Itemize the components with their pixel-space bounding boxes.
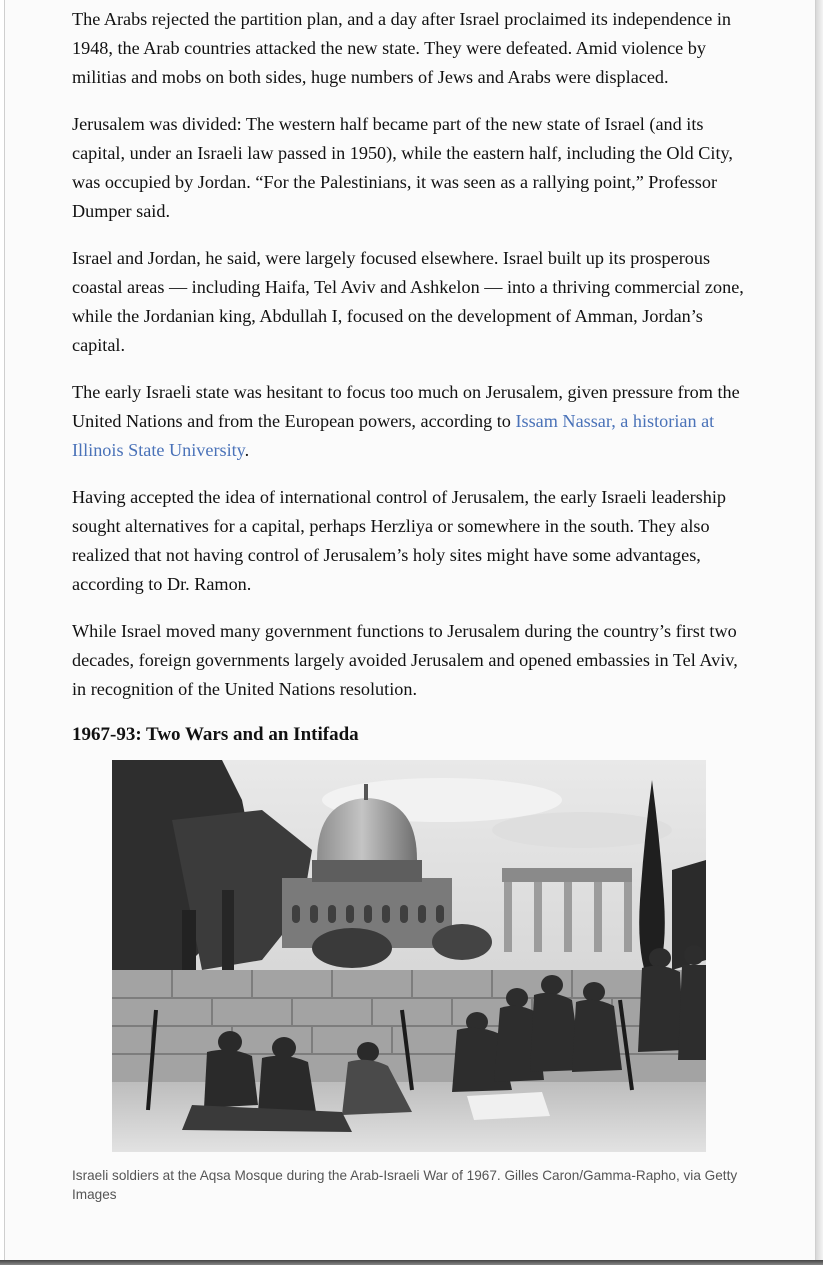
page-shadow bbox=[816, 0, 823, 1265]
section-heading: 1967-93: Two Wars and an Intifada bbox=[72, 724, 359, 745]
paragraph-1: The Arabs rejected the partition plan, and a day after Israel proclaimed its independence in 1948, the Arab countries attacked the new state. They were defeated. Amid violence by militias and mobs on both sides, huge numbers of Jews and Arabs were displaced. bbox=[72, 9, 732, 87]
issam-nassar-link[interactable]: Issam Nassar, a historian at Illinois State University bbox=[72, 411, 715, 460]
paragraph-6: While Israel moved many government functions to Jerusalem during the country’s first two decades, foreign governments largely avoided Jerusalem and opened embassies in Tel Aviv, in recognition of the United Nations resolution. bbox=[72, 621, 738, 699]
paragraph-4-end: . bbox=[244, 440, 250, 460]
paragraph-5: Having accepted the idea of international control of Jerusalem, the early Israeli leadership sought alternatives for a capital, perhaps Herzliya or somewhere in the south. They also realized that not having control of Jerusalem’s holy sites might have some advantages, according to Dr. Ramon. bbox=[72, 487, 726, 594]
article-body bbox=[72, 5, 752, 1204]
photo-illustration bbox=[112, 760, 706, 1152]
article-photo bbox=[112, 760, 706, 1152]
paragraph-4 bbox=[72, 378, 752, 465]
paragraph-3: Israel and Jordan, he said, were largely focused elsewhere. Israel built up its prosperous coastal areas — including Haifa, Tel Aviv and Ashkelon — into a thriving commercial zone, while the Jordanian king, Abdullah I, focused on the development of Amman, Jordan’s capital. bbox=[72, 248, 744, 355]
paragraph-2: Jerusalem was divided: The western half became part of the new state of Israel (and its capital, under an Israeli law passed in 1950), while the eastern half, including the Old City, was occupied by Jordan. “For the Palestinians, it was seen as a rallying point,” Professor Dumper said. bbox=[72, 114, 733, 221]
page-bottom-edge bbox=[0, 1260, 823, 1265]
photo-caption: Israeli soldiers at the Aqsa Mosque during the Arab-Israeli War of 1967. Gilles Caron/Gamma-Rapho, via Getty Images bbox=[72, 1168, 738, 1202]
paragraph-4-text: The early Israeli state was hesitant to focus too much on Jerusalem, given pressure from the United Nations and from the European powers, according to bbox=[72, 382, 740, 431]
